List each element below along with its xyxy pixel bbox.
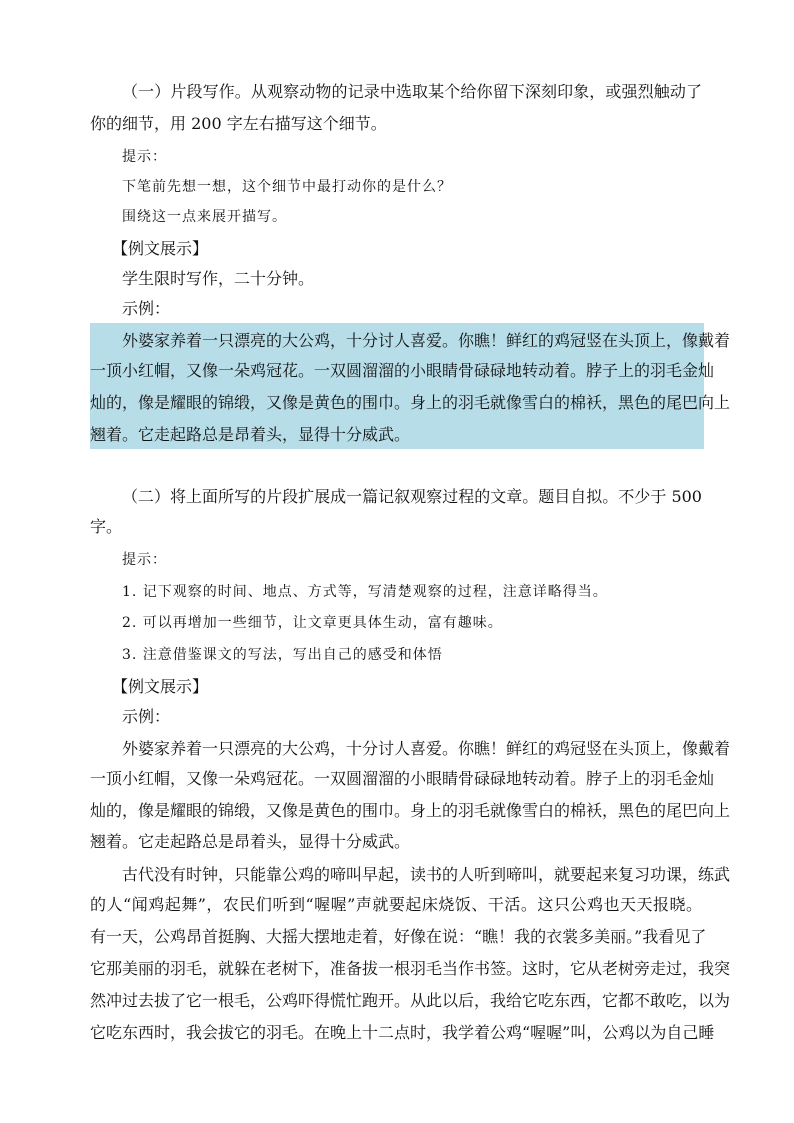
section1-hint-line1: 下笔前先想一想，这个细节中最打动你的是什么？ <box>122 179 452 195</box>
section2-paragraph2-line: 它那美丽的羽毛，就躲在老树下，准备拔一根羽毛当作书签。这时，它从老树旁走过，我突 <box>90 959 731 978</box>
section1-hint-label: 提示： <box>122 149 167 165</box>
section2-paragraph1-line: 翘着。它走起路总是昂着头，显得十分威武。 <box>90 832 411 851</box>
section1-example-line: 一顶小红帽，又像一朵鸡冠花。一双圆溜溜的小眼睛骨碌碌地转动着。脖子上的羽毛金灿 <box>90 361 715 380</box>
section1-instruction: 学生限时写作，二十分钟。 <box>122 269 315 288</box>
section2-paragraph1-line: 一顶小红帽，又像一朵鸡冠花。一双圆溜溜的小眼睛骨碌碌地转动着。脖子上的羽毛金灿 <box>90 769 715 788</box>
section2-paragraph2-line: 它吃东西时，我会拔它的羽毛。在晚上十二点时，我学着公鸡“喔喔”叫，公鸡以为自己睡 <box>90 1023 715 1042</box>
section2-paragraph2-line: 的人“闻鸡起舞”，农民们听到“喔喔”声就要起床烧饭、干活。这只公鸡也天天报晓。 <box>90 895 702 914</box>
section2-hint-item: 3. 注意借鉴课文的写法，写出自己的感受和体悟 <box>122 647 443 663</box>
section2-paragraph2-line: 有一天，公鸡昂首挺胸、大摇大摆地走着，好像在说：“瞧！我的衣裳多美丽。”我看见了 <box>90 927 707 946</box>
section2-paragraph2-line: 然冲过去拔了它一根毛，公鸡吓得慌忙跑开。从此以后，我给它吃东西，它都不敢吃，以为 <box>90 991 731 1010</box>
section2-hint-label: 提示： <box>122 552 167 568</box>
section2-paragraph2-line: 古代没有时钟，只能靠公鸡的啼叫早起，读书的人听到啼叫，就要起来复习功课，练武 <box>122 865 731 884</box>
section1-hint-line2: 围绕这一点来展开描写。 <box>122 209 287 225</box>
section1-example-heading: 【例文展示】 <box>112 239 209 258</box>
section2-paragraph1-line: 灿的，像是耀眼的锦缎，又像是黄色的围巾。身上的羽毛就像雪白的棉袄，黑色的尾巴向上 <box>90 801 731 820</box>
section2-example-heading: 【例文展示】 <box>112 677 209 696</box>
section2-paragraph1-line: 外婆家养着一只漂亮的大公鸡，十分讨人喜爱。你瞧！鲜红的鸡冠竖在头顶上，像戴着 <box>122 739 731 758</box>
section2-title-line2: 字。 <box>90 517 123 536</box>
section1-example-line: 外婆家养着一只漂亮的大公鸡，十分讨人喜爱。你瞧！鲜红的鸡冠竖在头顶上，像戴着 <box>122 331 731 350</box>
section1-example-line: 灿的，像是耀眼的锦缎，又像是黄色的围巾。身上的羽毛就像雪白的棉袄，黑色的尾巴向上 <box>90 393 731 412</box>
section1-title-line1: （一）片段写作。从观察动物的记录中选取某个给你留下深刻印象，或强烈触动了 <box>122 82 702 101</box>
section2-title-line1: （二）将上面所写的片段扩展成一篇记叙观察过程的文章。题目自拟。不少于 500 <box>122 487 702 506</box>
section1-title-line2: 你的细节，用 200 字左右描写这个细节。 <box>90 114 387 133</box>
section1-example-line: 翘着。它走起路总是昂着头，显得十分威武。 <box>90 425 411 444</box>
section2-hint-item: 2. 可以再增加一些细节，让文章更具体生动，富有趣味。 <box>122 615 503 631</box>
section1-example-label: 示例： <box>122 299 171 318</box>
section2-example-label: 示例： <box>122 707 171 726</box>
section2-hint-item: 1. 记下观察的时间、地点、方式等，写清楚观察的过程，注意详略得当。 <box>122 584 608 600</box>
